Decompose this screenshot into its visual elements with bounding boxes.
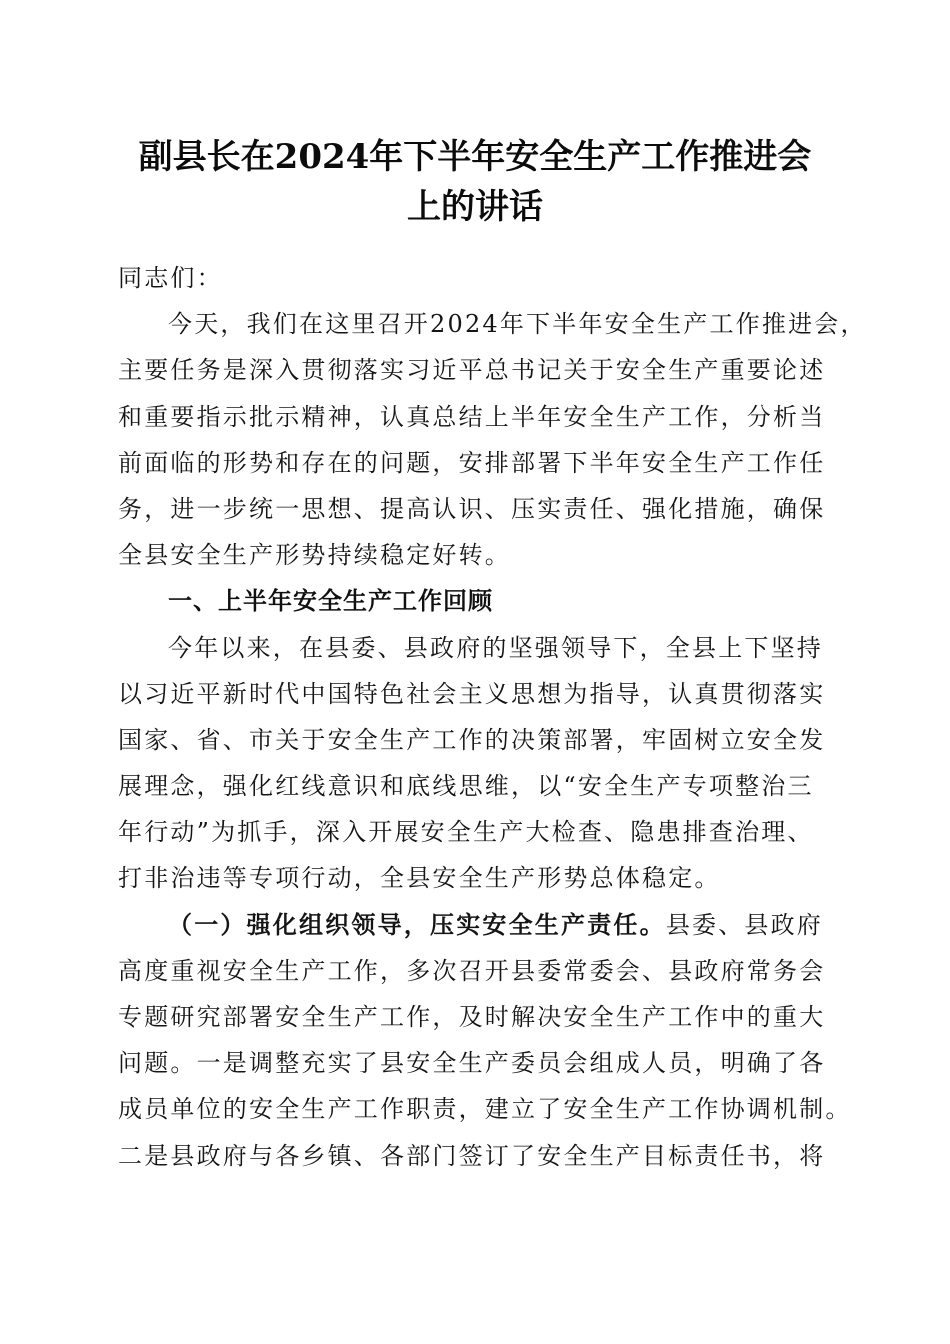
subsection-1-line-2: 高度重视安全生产工作，多次召开县委常委会、县政府常务会 (118, 956, 826, 985)
subsection-1-line-3: 专题研究部署安全生产工作，及时解决安全生产工作中的重大 (118, 1003, 826, 1031)
section-1-line-1: 今年以来，在县委、县政府的坚强领导下，全县上下坚持 (168, 633, 823, 662)
intro-line-1: 今天，我们在这里召开2024年下半年安全生产工作推进会， (168, 310, 867, 339)
subsection-1-first-line (118, 902, 842, 948)
intro-line-4: 前面临的形势和存在的问题，安排部署下半年安全生产工作任 (118, 448, 826, 477)
intro-line-6: 全县安全生产形势持续稳定好转。 (118, 541, 511, 570)
intro-line-5: 务，进一步统一思想、提高认识、压实责任、强化措施，确保 (118, 494, 826, 523)
section-1-line-5: 年行动”为抓手，深入开展安全生产大检查、隐患排查治理、 (118, 818, 814, 847)
subsection-1-line-4: 问题。一是调整充实了县安全生产委员会组成人员，明确了各 (118, 1049, 826, 1078)
intro-line-3: 和重要指示批示精神，认真总结上半年安全生产工作，分析当 (118, 402, 826, 431)
section-1-line-3: 国家、省、市关于安全生产工作的决策部署，牢固树立安全发 (118, 725, 826, 754)
title-line-1: 副县长在2024年下半年安全生产工作推进会 (138, 137, 812, 177)
intro-line-2: 主要任务是深入贯彻落实习近平总书记关于安全生产重要论述 (118, 356, 826, 385)
section-1-line-4: 展理念，强化红线意识和底线思维，以“安全生产专项整治三 (118, 772, 814, 801)
section-1-heading: 一、上半年安全生产工作回顾 (168, 587, 493, 616)
document-body (118, 255, 867, 1179)
document-title (100, 132, 850, 232)
title-line-2: 上的讲话 (407, 187, 543, 227)
section-1-line-6: 打非治违等专项行动，全县安全生产形势总体稳定。 (118, 864, 721, 893)
subsection-1-line-6: 二是县政府与各乡镇、各部门签订了安全生产目标责任书，将 (118, 1141, 826, 1170)
salutation: 同志们： (118, 264, 223, 292)
subsection-1-first-rest: 县委、县政府 (665, 910, 824, 939)
subsection-1-heading: （一）强化组织领导，压实安全生产责任。 (168, 909, 666, 939)
subsection-1-line-5: 成员单位的安全生产工作职责，建立了安全生产工作协调机制。 (118, 1095, 852, 1124)
section-1-line-2: 以习近平新时代中国特色社会主义思想为指导，认真贯彻落实 (118, 679, 826, 708)
